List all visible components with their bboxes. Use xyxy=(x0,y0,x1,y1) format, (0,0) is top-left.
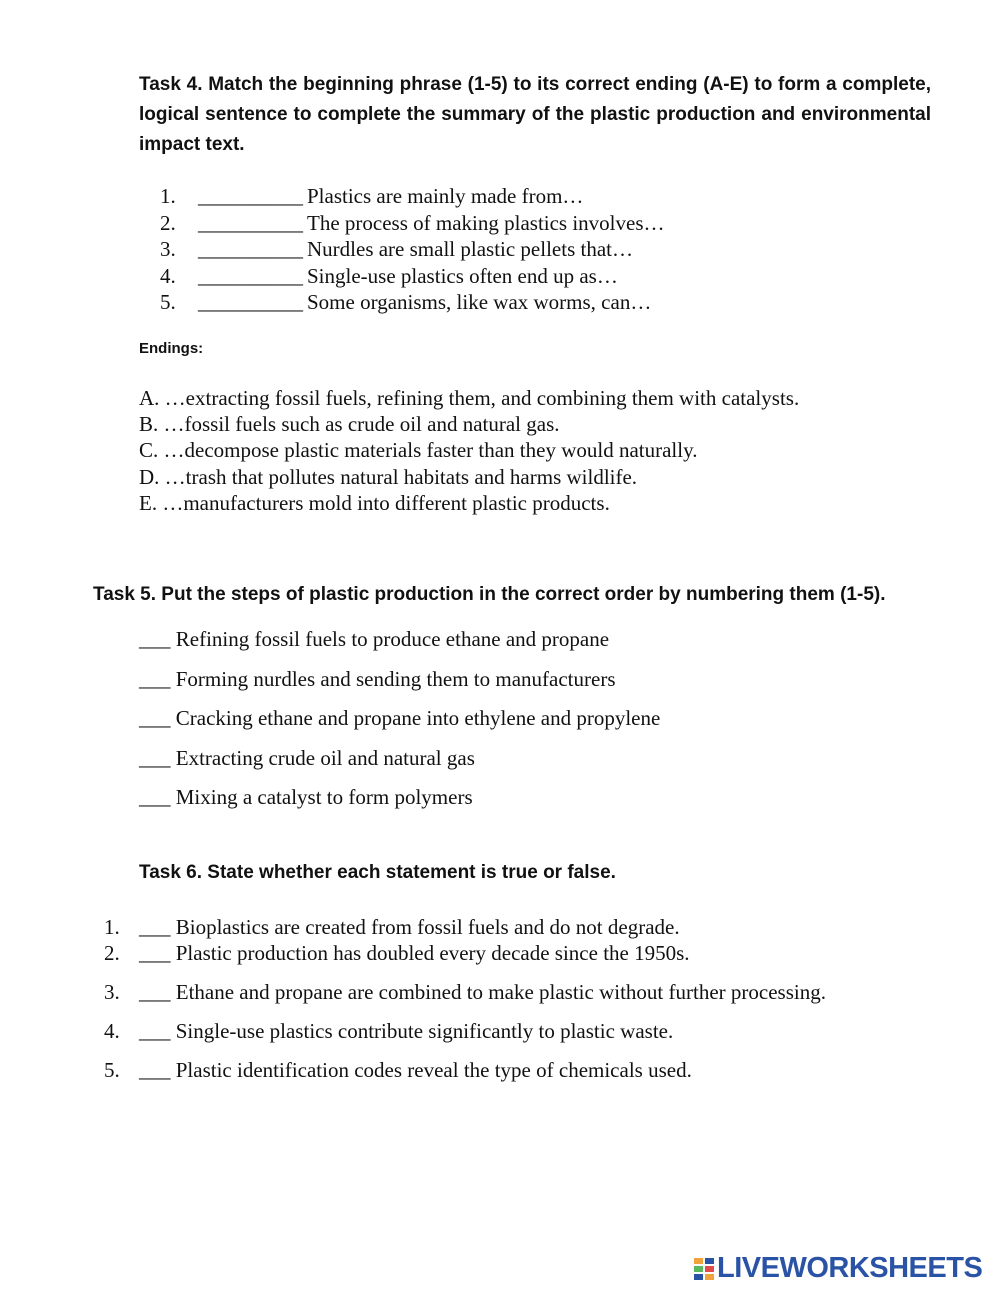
task5-list xyxy=(139,626,660,824)
item-text: Single-use plastics often end up as… xyxy=(307,263,618,288)
task5-step-2[interactable]: ___ Forming nurdles and sending them to manufacturers xyxy=(139,666,616,691)
item-text: The process of making plastics involves… xyxy=(307,210,665,235)
task6-item-1[interactable] xyxy=(104,914,826,940)
liveworksheets-logo-text: LIVEWORKSHEETS xyxy=(717,1252,983,1284)
task4-heading: Task 4. Match the beginning phrase (1-5) to its correct ending (A-E) to form a complete, logical sentence to complete the summary of the plastic production and environmental impact text. xyxy=(139,74,931,155)
item-number: 5. xyxy=(160,290,176,314)
item-number: 3. xyxy=(160,237,176,261)
item-number: 3. xyxy=(104,980,120,1004)
task4-item-1 xyxy=(160,183,665,210)
item-number: 4. xyxy=(104,1019,120,1043)
answer-blank[interactable]: __________ xyxy=(198,263,303,288)
ending-a: A. …extracting fossil fuels, refining them, and combining them with catalysts. xyxy=(139,386,800,410)
item-text: Some organisms, like wax worms, can… xyxy=(307,290,652,314)
item-number: 2. xyxy=(160,210,176,235)
task4-item-2 xyxy=(160,210,665,237)
answer-blank[interactable]: __________ xyxy=(198,210,303,235)
ending-c: C. …decompose plastic materials faster than they would naturally. xyxy=(139,438,698,463)
task6-item-5[interactable] xyxy=(104,1057,826,1083)
item-text: ___ Bioplastics are created from fossil fuels and do not degrade. xyxy=(139,915,680,939)
task5-step-5[interactable]: ___ Mixing a catalyst to form polymers xyxy=(139,785,473,809)
task5-heading: Task 5. Put the steps of plastic production in the correct order by numbering them (1-5). xyxy=(93,584,886,605)
task4-item-3 xyxy=(160,236,665,263)
item-text: ___ Plastic identification codes reveal the type of chemicals used. xyxy=(139,1058,692,1082)
liveworksheets-logo-icon xyxy=(693,1257,715,1281)
endings-list xyxy=(139,385,799,516)
answer-blank[interactable]: __________ xyxy=(198,184,303,208)
item-number: 2. xyxy=(104,941,120,965)
item-number: 1. xyxy=(104,915,120,939)
ending-d: D. …trash that pollutes natural habitats and harms wildlife. xyxy=(139,464,638,489)
task6-heading: Task 6. State whether each statement is true or false. xyxy=(139,862,616,883)
task6-item-2[interactable] xyxy=(104,940,826,966)
task5-step-1[interactable]: ___ Refining fossil fuels to produce ethane and propane xyxy=(139,627,610,651)
liveworksheets-logo[interactable] xyxy=(693,1252,982,1285)
task5-step-3[interactable]: ___ Cracking ethane and propane into ethylene and propylene xyxy=(139,706,661,730)
task5-step-4[interactable]: ___ Extracting crude oil and natural gas xyxy=(139,745,475,770)
item-text: ___ Plastic production has doubled every decade since the 1950s. xyxy=(139,941,690,965)
endings-label: Endings: xyxy=(139,340,204,357)
task6-item-4[interactable] xyxy=(104,1018,826,1044)
ending-b: B. …fossil fuels such as crude oil and natural gas. xyxy=(139,412,560,437)
item-text: Plastics are mainly made from… xyxy=(307,184,584,208)
item-number: 5. xyxy=(104,1058,120,1082)
item-text: ___ Single-use plastics contribute significantly to plastic waste. xyxy=(139,1019,674,1043)
item-text: Nurdles are small plastic pellets that… xyxy=(307,237,633,261)
answer-blank[interactable]: __________ xyxy=(198,290,303,314)
task6-list xyxy=(104,914,826,1083)
task4-item-5 xyxy=(160,289,665,316)
task4-item-4 xyxy=(160,263,665,290)
item-number: 4. xyxy=(160,263,176,288)
task4-list xyxy=(160,183,665,316)
item-text: ___ Ethane and propane are combined to make plastic without further processing. xyxy=(139,980,826,1004)
answer-blank[interactable]: __________ xyxy=(198,237,303,261)
ending-e: E. …manufacturers mold into different plastic products. xyxy=(139,490,610,515)
item-number: 1. xyxy=(160,184,176,208)
task6-item-3[interactable] xyxy=(104,979,826,1005)
